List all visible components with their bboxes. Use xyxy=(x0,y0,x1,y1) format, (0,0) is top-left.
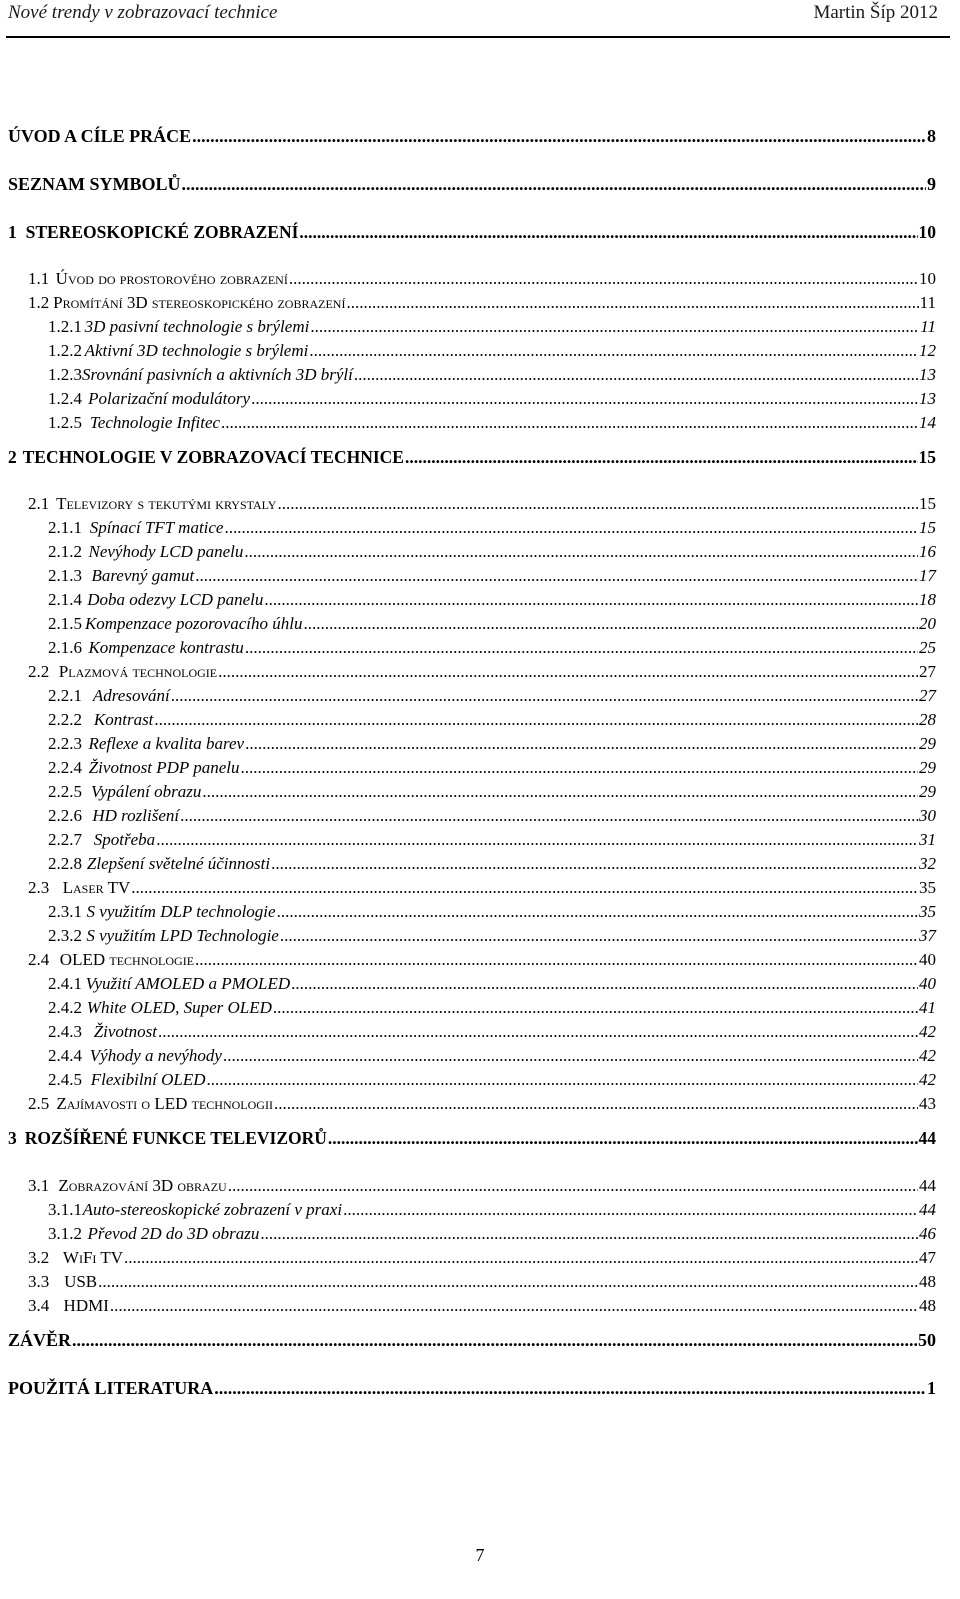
toc-leader-dots xyxy=(277,494,918,514)
toc-entry-number: 1.2.5 xyxy=(48,413,82,432)
toc-entry-title: Převod 2D do 3D obrazu xyxy=(87,1224,260,1243)
toc-entry-page: 27 xyxy=(919,686,936,705)
toc-entry-page: 44 xyxy=(919,1176,936,1195)
toc-leader-dots xyxy=(221,413,918,433)
toc-entry[interactable] xyxy=(48,413,936,433)
toc-leader-dots xyxy=(343,1200,918,1220)
toc-leader-dots xyxy=(277,902,918,922)
toc-entry-number: 2.2.7 xyxy=(48,830,82,849)
toc-entry-title: ROZŠÍŘENÉ FUNKCE TELEVIZORŮ xyxy=(24,1128,327,1148)
toc-entry-title: Vypálení obrazu xyxy=(91,782,202,801)
toc-entry[interactable] xyxy=(48,902,936,922)
toc-entry-number: 3 xyxy=(8,1128,17,1148)
toc-entry-title: STEREOSKOPICKÉ ZOBRAZENÍ xyxy=(25,222,299,242)
toc-leader-dots xyxy=(195,950,918,970)
header-title: Nové trendy v zobrazovací technice xyxy=(8,2,278,23)
toc-leader-dots xyxy=(110,1296,918,1316)
toc-entry[interactable] xyxy=(28,950,936,970)
toc-entry-number: 2.3.2 xyxy=(48,926,82,945)
toc-entry-page: 50 xyxy=(918,1330,936,1350)
toc-entry-page: 13 xyxy=(919,365,936,384)
toc-entry-title: Úvod do prostorového zobrazení xyxy=(55,269,288,288)
toc-entry-number: 2.1.6 xyxy=(48,638,82,657)
toc-entry-number: 3.3 xyxy=(28,1272,50,1291)
toc-entry-title: Polarizační modulátory xyxy=(88,389,251,408)
toc-entry[interactable] xyxy=(48,341,936,361)
toc-entry-page: 31 xyxy=(919,830,936,849)
toc-entry-title: Výhody a nevýhody xyxy=(89,1046,222,1065)
toc-entry-title: USB xyxy=(64,1272,98,1291)
toc-leader-dots xyxy=(271,854,918,874)
toc-entry-number: 2.1 xyxy=(28,494,50,513)
toc-entry-page: 44 xyxy=(919,1200,936,1219)
toc-entry-number: 1.1 xyxy=(28,269,50,288)
toc-leader-dots xyxy=(224,518,918,538)
toc-entry[interactable] xyxy=(48,974,936,994)
toc-entry[interactable] xyxy=(28,293,936,313)
toc-entry-title: Adresování xyxy=(92,686,170,705)
toc-leader-dots xyxy=(223,1046,918,1066)
toc-leader-dots xyxy=(171,686,918,706)
toc-entry-page: 18 xyxy=(919,590,936,609)
toc-leader-dots xyxy=(131,878,918,898)
toc-leader-dots xyxy=(156,830,918,850)
toc-entry-title: HDMI xyxy=(63,1296,109,1315)
toc-leader-dots xyxy=(180,806,918,826)
toc-entry-page: 40 xyxy=(919,950,936,969)
toc-entry[interactable] xyxy=(28,494,936,514)
toc-entry[interactable] xyxy=(48,317,936,337)
toc-entry-page: 14 xyxy=(919,413,936,432)
toc-entry-number: 2.2.3 xyxy=(48,734,82,753)
toc-entry-title: Zobrazování 3D obrazu xyxy=(58,1176,227,1195)
toc-leader-dots xyxy=(202,782,918,802)
toc-leader-dots xyxy=(72,1330,917,1351)
toc-leader-dots xyxy=(195,566,918,586)
toc-leader-dots xyxy=(228,1176,918,1196)
toc-leader-dots xyxy=(264,590,918,610)
toc-leader-dots xyxy=(241,758,918,778)
toc-entry-page: 48 xyxy=(919,1272,936,1291)
toc-entry-number: 2.1.3 xyxy=(48,566,82,585)
toc-entry-page: 11 xyxy=(920,317,936,336)
toc-entry-number: 2.4.4 xyxy=(48,1046,82,1065)
toc-entry-page: 27 xyxy=(919,662,936,681)
toc-entry-title: ÚVOD A CÍLE PRÁCE xyxy=(8,126,192,146)
toc-entry-page: 15 xyxy=(919,494,936,513)
toc-entry-page: 15 xyxy=(919,518,936,537)
toc-entry-number: 2.2 xyxy=(28,662,50,681)
toc-entry-title: Aktivní 3D technologie s brýlemi xyxy=(84,341,309,360)
toc-entry-title: SEZNAM SYMBOLŮ xyxy=(8,174,181,194)
toc-entry-number: 1.2.1 xyxy=(48,317,82,336)
toc-entry-title: Auto-stereoskopické zobrazení v praxi xyxy=(82,1200,343,1219)
toc-entry-title: Zlepšení světelné účinnosti xyxy=(86,854,271,873)
toc-entry-title: POUŽITÁ LITERATURA xyxy=(8,1378,214,1398)
toc-entry[interactable] xyxy=(48,1070,936,1090)
toc-leader-dots xyxy=(244,542,918,562)
toc-entry-title: Spotřeba xyxy=(93,830,156,849)
toc-entry[interactable] xyxy=(48,542,936,562)
toc-leader-dots xyxy=(291,974,918,994)
toc-entry-title: Kompenzace kontrastu xyxy=(88,638,244,657)
toc-entry-number: 2.3.1 xyxy=(48,902,82,921)
toc-leader-dots xyxy=(273,998,918,1018)
toc-leader-dots xyxy=(309,341,918,361)
toc-entry-page: 8 xyxy=(927,126,936,146)
toc-entry-number: 1.2 xyxy=(28,293,50,312)
toc-entry-page: 16 xyxy=(919,542,936,561)
toc-leader-dots xyxy=(260,1224,918,1244)
toc-entry-title: Využití AMOLED a PMOLED xyxy=(85,974,291,993)
toc-leader-dots xyxy=(354,365,918,385)
toc-leader-dots xyxy=(346,293,918,313)
toc-entry[interactable] xyxy=(48,734,936,754)
toc-entry-title: Laser TV xyxy=(62,878,131,897)
toc-entry-title: Nevýhody LCD panelu xyxy=(88,542,244,561)
toc-entry-number: 2.2.1 xyxy=(48,686,82,705)
toc-entry-number: 2.2.2 xyxy=(48,710,82,729)
toc-entry[interactable] xyxy=(48,389,936,409)
toc-entry-page: 17 xyxy=(919,566,936,585)
toc-entry-page: 32 xyxy=(919,854,936,873)
toc-entry[interactable] xyxy=(48,758,936,778)
toc-entry[interactable] xyxy=(8,1330,936,1351)
toc-entry-number: 2.2.6 xyxy=(48,806,82,825)
toc-entry[interactable] xyxy=(48,518,936,538)
toc-entry[interactable] xyxy=(48,1046,936,1066)
toc-entry[interactable] xyxy=(48,998,936,1018)
toc-entry-number: 2.2.5 xyxy=(48,782,82,801)
toc-entry-page: 15 xyxy=(918,447,936,467)
toc-entry-number: 3.2 xyxy=(28,1248,50,1267)
toc-entry-page: 11 xyxy=(919,293,936,312)
toc-entry-title: Flexibilní OLED xyxy=(90,1070,206,1089)
toc-entry-number: 2.1.4 xyxy=(48,590,82,609)
toc-entry[interactable] xyxy=(48,614,936,634)
toc-entry[interactable] xyxy=(48,365,936,385)
toc-leader-dots xyxy=(124,1248,918,1268)
toc-entry-page: 29 xyxy=(919,782,936,801)
toc-entry-number: 2.3 xyxy=(28,878,50,897)
toc-entry-title: White OLED, Super OLED xyxy=(86,998,272,1017)
toc-entry[interactable] xyxy=(28,1248,936,1268)
toc-leader-dots xyxy=(192,126,926,147)
toc-entry-title: Plazmová technologie xyxy=(58,662,218,681)
toc-entry[interactable] xyxy=(8,222,936,243)
toc-entry[interactable] xyxy=(48,566,936,586)
toc-entry-number: 2 xyxy=(8,447,17,467)
toc-leader-dots xyxy=(158,1022,918,1042)
toc-leader-dots xyxy=(405,447,918,468)
toc-entry-page: 29 xyxy=(919,758,936,777)
toc-leader-dots xyxy=(182,174,926,195)
toc-entry-page: 10 xyxy=(918,222,936,242)
toc-leader-dots xyxy=(245,734,918,754)
toc-entry-number: 2.4.2 xyxy=(48,998,82,1017)
toc-entry[interactable] xyxy=(28,269,936,289)
toc-entry-page: 42 xyxy=(919,1022,936,1041)
toc-entry-number: 2.1.1 xyxy=(48,518,82,537)
toc-leader-dots xyxy=(310,317,919,337)
toc-entry-title: HD rozlišení xyxy=(92,806,180,825)
header-rule xyxy=(6,36,950,38)
toc-entry-number: 2.4.3 xyxy=(48,1022,82,1041)
toc-entry-page: 1 xyxy=(927,1378,936,1398)
toc-entry[interactable] xyxy=(8,1128,936,1149)
toc-entry-title: S využitím DLP technologie xyxy=(86,902,276,921)
toc-entry-page: 37 xyxy=(919,926,936,945)
toc-entry-number: 3.1.1 xyxy=(48,1200,82,1219)
toc-leader-dots xyxy=(299,222,917,243)
toc-entry-page: 25 xyxy=(919,638,936,657)
toc-entry-title: TECHNOLOGIE V ZOBRAZOVACÍ TECHNICE xyxy=(22,447,404,467)
toc-entry-number: 2.2.4 xyxy=(48,758,82,777)
toc-entry-number: 2.4.5 xyxy=(48,1070,82,1089)
toc-entry-title: Doba odezvy LCD panelu xyxy=(87,590,264,609)
toc-entry[interactable] xyxy=(48,686,936,706)
toc-entry[interactable] xyxy=(28,1176,936,1196)
toc-leader-dots xyxy=(289,269,918,289)
toc-entry-title: Spínací TFT matice xyxy=(89,518,224,537)
toc-entry[interactable] xyxy=(48,1200,936,1220)
toc-leader-dots xyxy=(154,710,918,730)
toc-entry-title: Technologie Infitec xyxy=(89,413,221,432)
toc-entry-number: 1.2.2 xyxy=(48,341,82,360)
toc-leader-dots xyxy=(328,1128,918,1149)
toc-entry-number: 2.4 xyxy=(28,950,50,969)
toc-entry-title: ZÁVĚR xyxy=(8,1330,72,1350)
toc-entry-title: WiFi TV xyxy=(62,1248,124,1267)
toc-entry-page: 44 xyxy=(918,1128,936,1148)
toc-entry-page: 20 xyxy=(919,614,936,633)
toc-entry-number: 1 xyxy=(8,222,17,242)
toc-entry[interactable] xyxy=(28,1272,936,1292)
toc-entry[interactable] xyxy=(28,1094,936,1114)
toc-entry-title: Reflexe a kvalita barev xyxy=(88,734,245,753)
toc-entry-title: Srovnání pasivních a aktivních 3D brýlí xyxy=(82,365,353,384)
toc-entry-page: 48 xyxy=(919,1296,936,1315)
toc-entry-page: 9 xyxy=(927,174,936,194)
toc-entry-title: OLED technologie xyxy=(59,950,195,969)
toc-entry-number: 1.2.3 xyxy=(48,365,82,384)
toc-entry-title: Promítání 3D stereoskopického zobrazení xyxy=(53,293,346,312)
toc-entry[interactable] xyxy=(8,1378,936,1399)
toc-leader-dots xyxy=(303,614,918,634)
toc-entry-page: 12 xyxy=(919,341,936,360)
toc-entry[interactable] xyxy=(48,590,936,610)
toc-entry[interactable] xyxy=(48,710,936,730)
toc-entry-page: 46 xyxy=(919,1224,936,1243)
toc-entry-page: 28 xyxy=(919,710,936,729)
toc-leader-dots xyxy=(207,1070,919,1090)
toc-entry-page: 35 xyxy=(919,902,936,921)
toc-entry[interactable] xyxy=(28,878,936,898)
toc-entry-page: 43 xyxy=(919,1094,936,1113)
toc-entry[interactable] xyxy=(8,126,936,147)
toc-entry-title: S využitím LPD Technologie xyxy=(86,926,279,945)
toc-leader-dots xyxy=(98,1272,918,1292)
toc-entry[interactable] xyxy=(48,830,936,850)
toc-entry-number: 2.2.8 xyxy=(48,854,82,873)
toc-entry[interactable] xyxy=(28,662,936,682)
toc-entry-page: 29 xyxy=(919,734,936,753)
toc-entry-page: 10 xyxy=(919,269,936,288)
toc-leader-dots xyxy=(245,638,918,658)
toc-entry-number: 3.1 xyxy=(28,1176,50,1195)
toc-entry[interactable] xyxy=(8,174,936,195)
toc-entry-title: 3D pasivní technologie s brýlemi xyxy=(84,317,310,336)
toc-entry-page: 41 xyxy=(919,998,936,1017)
toc-entry[interactable] xyxy=(48,1224,936,1244)
toc-entry-page: 35 xyxy=(919,878,936,897)
header-author: Martin Šíp 2012 xyxy=(813,2,938,23)
toc-entry[interactable] xyxy=(8,447,936,468)
toc-entry-number: 2.1.5 xyxy=(48,614,82,633)
toc-entry-page: 13 xyxy=(919,389,936,408)
toc-entry-number: 2.4.1 xyxy=(48,974,82,993)
toc-entry-number: 3.4 xyxy=(28,1296,50,1315)
toc-entry-page: 47 xyxy=(919,1248,936,1267)
toc-entry-title: Televizory s tekutými krystaly xyxy=(56,494,277,513)
toc-entry-page: 42 xyxy=(919,1046,936,1065)
toc-entry-number: 3.1.2 xyxy=(48,1224,82,1243)
toc-leader-dots xyxy=(274,1094,918,1114)
toc-entry-title: Životnost PDP panelu xyxy=(88,758,240,777)
toc-entry-number: 1.2.4 xyxy=(48,389,82,408)
toc-entry[interactable] xyxy=(48,854,936,874)
toc-entry-page: 40 xyxy=(919,974,936,993)
page-number: 7 xyxy=(475,1545,485,1565)
toc-entry[interactable] xyxy=(48,1022,936,1042)
toc-entry-title: Zajímavosti o LED technologii xyxy=(56,1094,273,1113)
toc-leader-dots xyxy=(251,389,918,409)
toc-leader-dots xyxy=(214,1378,926,1399)
toc-entry-title: Barevný gamut xyxy=(91,566,195,585)
toc-entry[interactable] xyxy=(48,782,936,802)
toc-entry-page: 30 xyxy=(919,806,936,825)
toc-entry-title: Kontrast xyxy=(93,710,154,729)
toc-entry-title: Životnost xyxy=(93,1022,157,1041)
toc-entry-number: 2.1.2 xyxy=(48,542,82,561)
toc-entry[interactable] xyxy=(28,1296,936,1316)
toc-entry[interactable] xyxy=(48,926,936,946)
toc-entry[interactable] xyxy=(48,806,936,826)
toc-leader-dots xyxy=(218,662,918,682)
toc-entry-title: Kompenzace pozorovacího úhlu xyxy=(84,614,303,633)
toc-entry-number: 2.5 xyxy=(28,1094,50,1113)
toc-leader-dots xyxy=(280,926,918,946)
toc-entry[interactable] xyxy=(48,638,936,658)
toc-entry-page: 42 xyxy=(919,1070,936,1089)
